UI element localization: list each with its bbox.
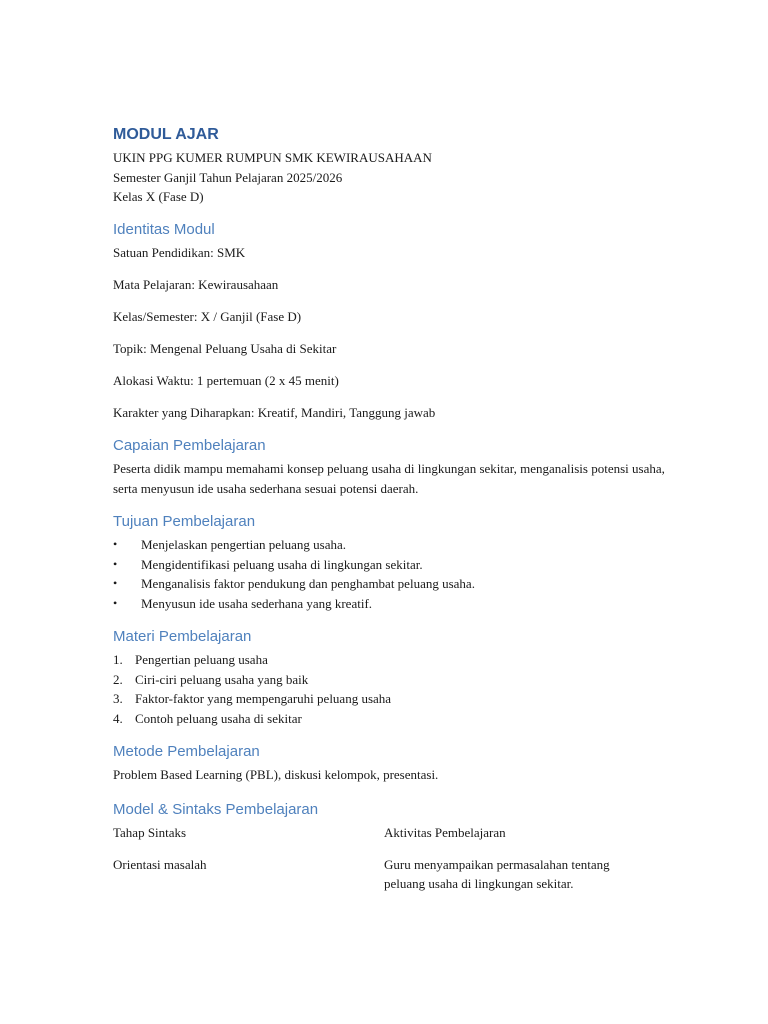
materi-list [113, 650, 673, 728]
semester-line: Semester Ganjil Tahun Pelajaran 2025/2026 [113, 169, 343, 185]
list-item [113, 670, 673, 690]
heading-capaian: Capaian Pembelajaran [113, 437, 266, 454]
identitas-item: Mata Pelajaran: Kewirausahaan [113, 276, 279, 292]
identitas-item: Alokasi Waktu: 1 pertemuan (2 x 45 menit) [113, 372, 339, 388]
bullet-icon: • [113, 556, 118, 571]
table-header-cell: Aktivitas Pembelajaran [384, 824, 506, 840]
list-item-text: Ciri-ciri peluang usaha yang baik [135, 671, 309, 687]
list-item-text: Contoh peluang usaha di sekitar [135, 710, 302, 726]
list-item-text: Mengidentifikasi peluang usaha di lingkungan sekitar. [141, 556, 423, 572]
heading-model: Model & Sintaks Pembelajaran [113, 800, 319, 818]
document-title: MODUL AJAR [113, 126, 219, 143]
heading-identitas: Identitas Modul [113, 220, 215, 238]
bullet-icon: • [113, 537, 118, 551]
list-item [113, 689, 673, 709]
subtitle-line: UKIN PPG KUMER RUMPUN SMK KEWIRAUSAHAAN [113, 150, 432, 165]
identitas-item: Karakter yang Diharapkan: Kreatif, Mandiri, Tanggung jawab [113, 404, 436, 420]
sintaks-table [113, 823, 673, 907]
heading-materi: Materi Pembelajaran [113, 628, 252, 645]
bullet-icon: • [113, 595, 118, 610]
list-item-text: Menjelaskan pengertian peluang usaha. [141, 537, 347, 552]
table-cell: Guru menyampaikan permasalahan tentang peluang usaha di lingkungan sekitar. [384, 856, 610, 891]
capaian-text: Peserta didik mampu memahami konsep peluang usaha di lingkungan sekitar, menganalisis potensi usaha, serta menyusun ide usaha sederhana sesuai potensi daerah. [113, 461, 665, 496]
metode-text: Problem Based Learning (PBL), diskusi kelompok, presentasi. [113, 767, 439, 782]
class-line: Kelas X (Fase D) [113, 189, 204, 204]
list-item [113, 594, 673, 614]
bullet-icon: • [113, 576, 118, 590]
list-item [113, 535, 673, 555]
list-item-text: Menyusun ide usaha sederhana yang kreatif. [141, 595, 373, 611]
list-item [113, 650, 673, 670]
list-item-text: Faktor-faktor yang mempengaruhi peluang usaha [135, 691, 392, 706]
list-item [113, 574, 673, 594]
identitas-item: Satuan Pendidikan: SMK [113, 244, 246, 260]
list-number: 2. [113, 671, 123, 687]
table-cell: Orientasi masalah [113, 856, 207, 872]
document-content [113, 126, 673, 906]
list-item-text: Menganalisis faktor pendukung dan penghambat peluang usaha. [141, 576, 475, 591]
list-number: 4. [113, 710, 123, 726]
list-item-text: Pengertian peluang usaha [135, 652, 268, 667]
list-item [113, 555, 673, 575]
tujuan-list [113, 535, 673, 613]
identitas-item: Topik: Mengenal Peluang Usaha di Sekitar [113, 340, 337, 356]
list-number: 3. [113, 691, 123, 706]
identitas-section [113, 243, 673, 423]
identitas-item: Kelas/Semester: X / Ganjil (Fase D) [113, 308, 302, 324]
heading-metode: Metode Pembelajaran [113, 743, 260, 760]
list-item [113, 709, 673, 729]
heading-tujuan: Tujuan Pembelajaran [113, 513, 256, 530]
list-number: 1. [113, 652, 123, 667]
table-header-cell: Tahap Sintaks [113, 824, 187, 840]
